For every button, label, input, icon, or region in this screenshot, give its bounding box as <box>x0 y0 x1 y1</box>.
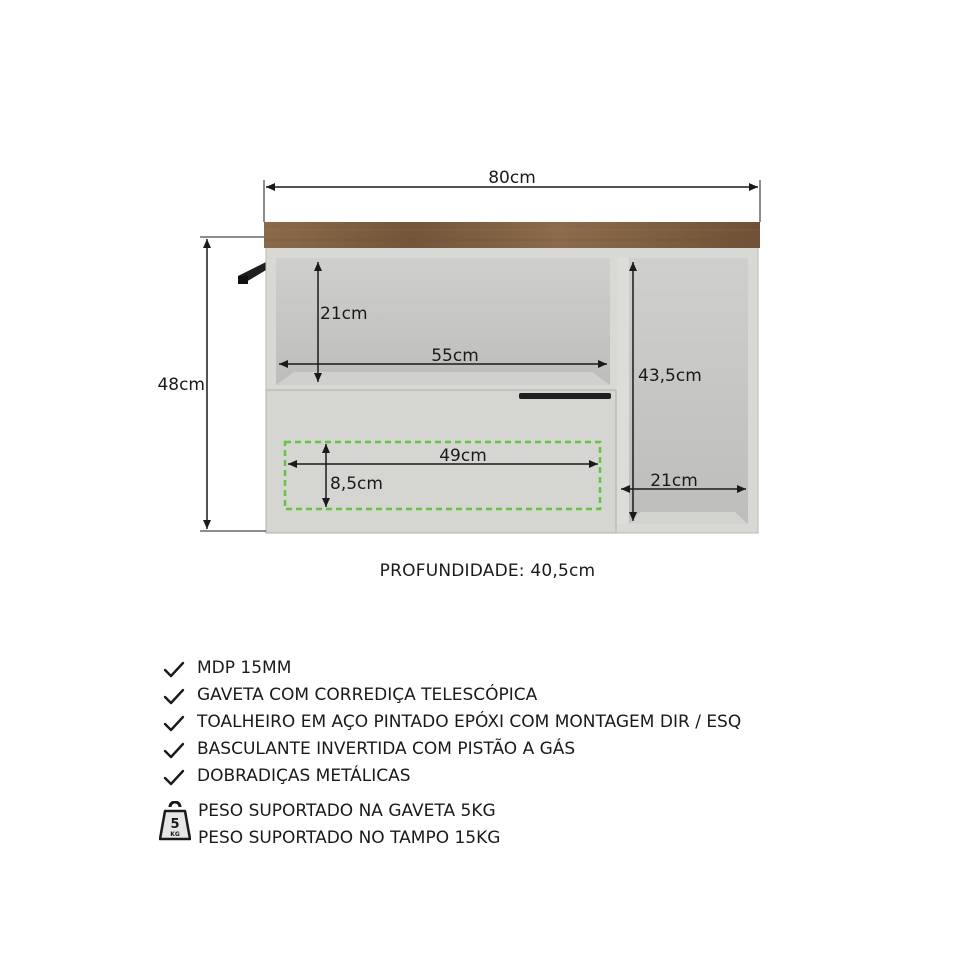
feature-text: GAVETA COM CORREDIÇA TELESCÓPICA <box>197 685 538 705</box>
checkmark-icon <box>163 714 185 732</box>
feature-text: BASCULANTE INVERTIDA COM PISTÃO A GÁS <box>197 739 576 759</box>
feature-text: TOALHEIRO EM AÇO PINTADO EPÓXI COM MONTAGEM DIR / ESQ <box>197 712 742 732</box>
drawer-height-label: 8,5cm <box>330 474 383 494</box>
weight-capacity <box>159 798 500 852</box>
weight-icon-number: 5 <box>170 817 180 832</box>
feature-item <box>163 682 741 709</box>
checkmark-icon <box>163 741 185 759</box>
feature-item <box>163 655 741 682</box>
checkmark-icon <box>163 687 185 705</box>
depth-note: PROFUNDIDADE: 40,5cm <box>379 561 596 581</box>
width-label: 80cm <box>488 168 536 188</box>
niche-height-label: 21cm <box>320 304 368 324</box>
drawer-handle <box>519 393 611 399</box>
checkmark-icon <box>163 768 185 786</box>
feature-text: DOBRADIÇAS METÁLICAS <box>197 766 411 786</box>
checkmark-icon <box>163 660 185 678</box>
towel-rail <box>238 262 266 284</box>
weight-drawer-text: PESO SUPORTADO NA GAVETA 5KG <box>198 801 496 821</box>
wood-top <box>264 222 760 248</box>
feature-item <box>163 709 741 736</box>
feature-list <box>163 655 741 790</box>
feature-item <box>163 736 741 763</box>
niche-width-label: 55cm <box>431 346 479 366</box>
feature-item <box>163 763 741 790</box>
weight-icon-unit: KG <box>170 831 180 838</box>
drawer-width-label: 49cm <box>439 446 487 466</box>
side-height-label: 43,5cm <box>638 366 702 386</box>
height-label: 48cm <box>157 375 205 395</box>
weight-top-text: PESO SUPORTADO NO TAMPO 15KG <box>198 828 501 848</box>
weight-icon <box>159 801 191 841</box>
feature-text: MDP 15MM <box>197 658 292 678</box>
side-width-label: 21cm <box>650 471 698 491</box>
